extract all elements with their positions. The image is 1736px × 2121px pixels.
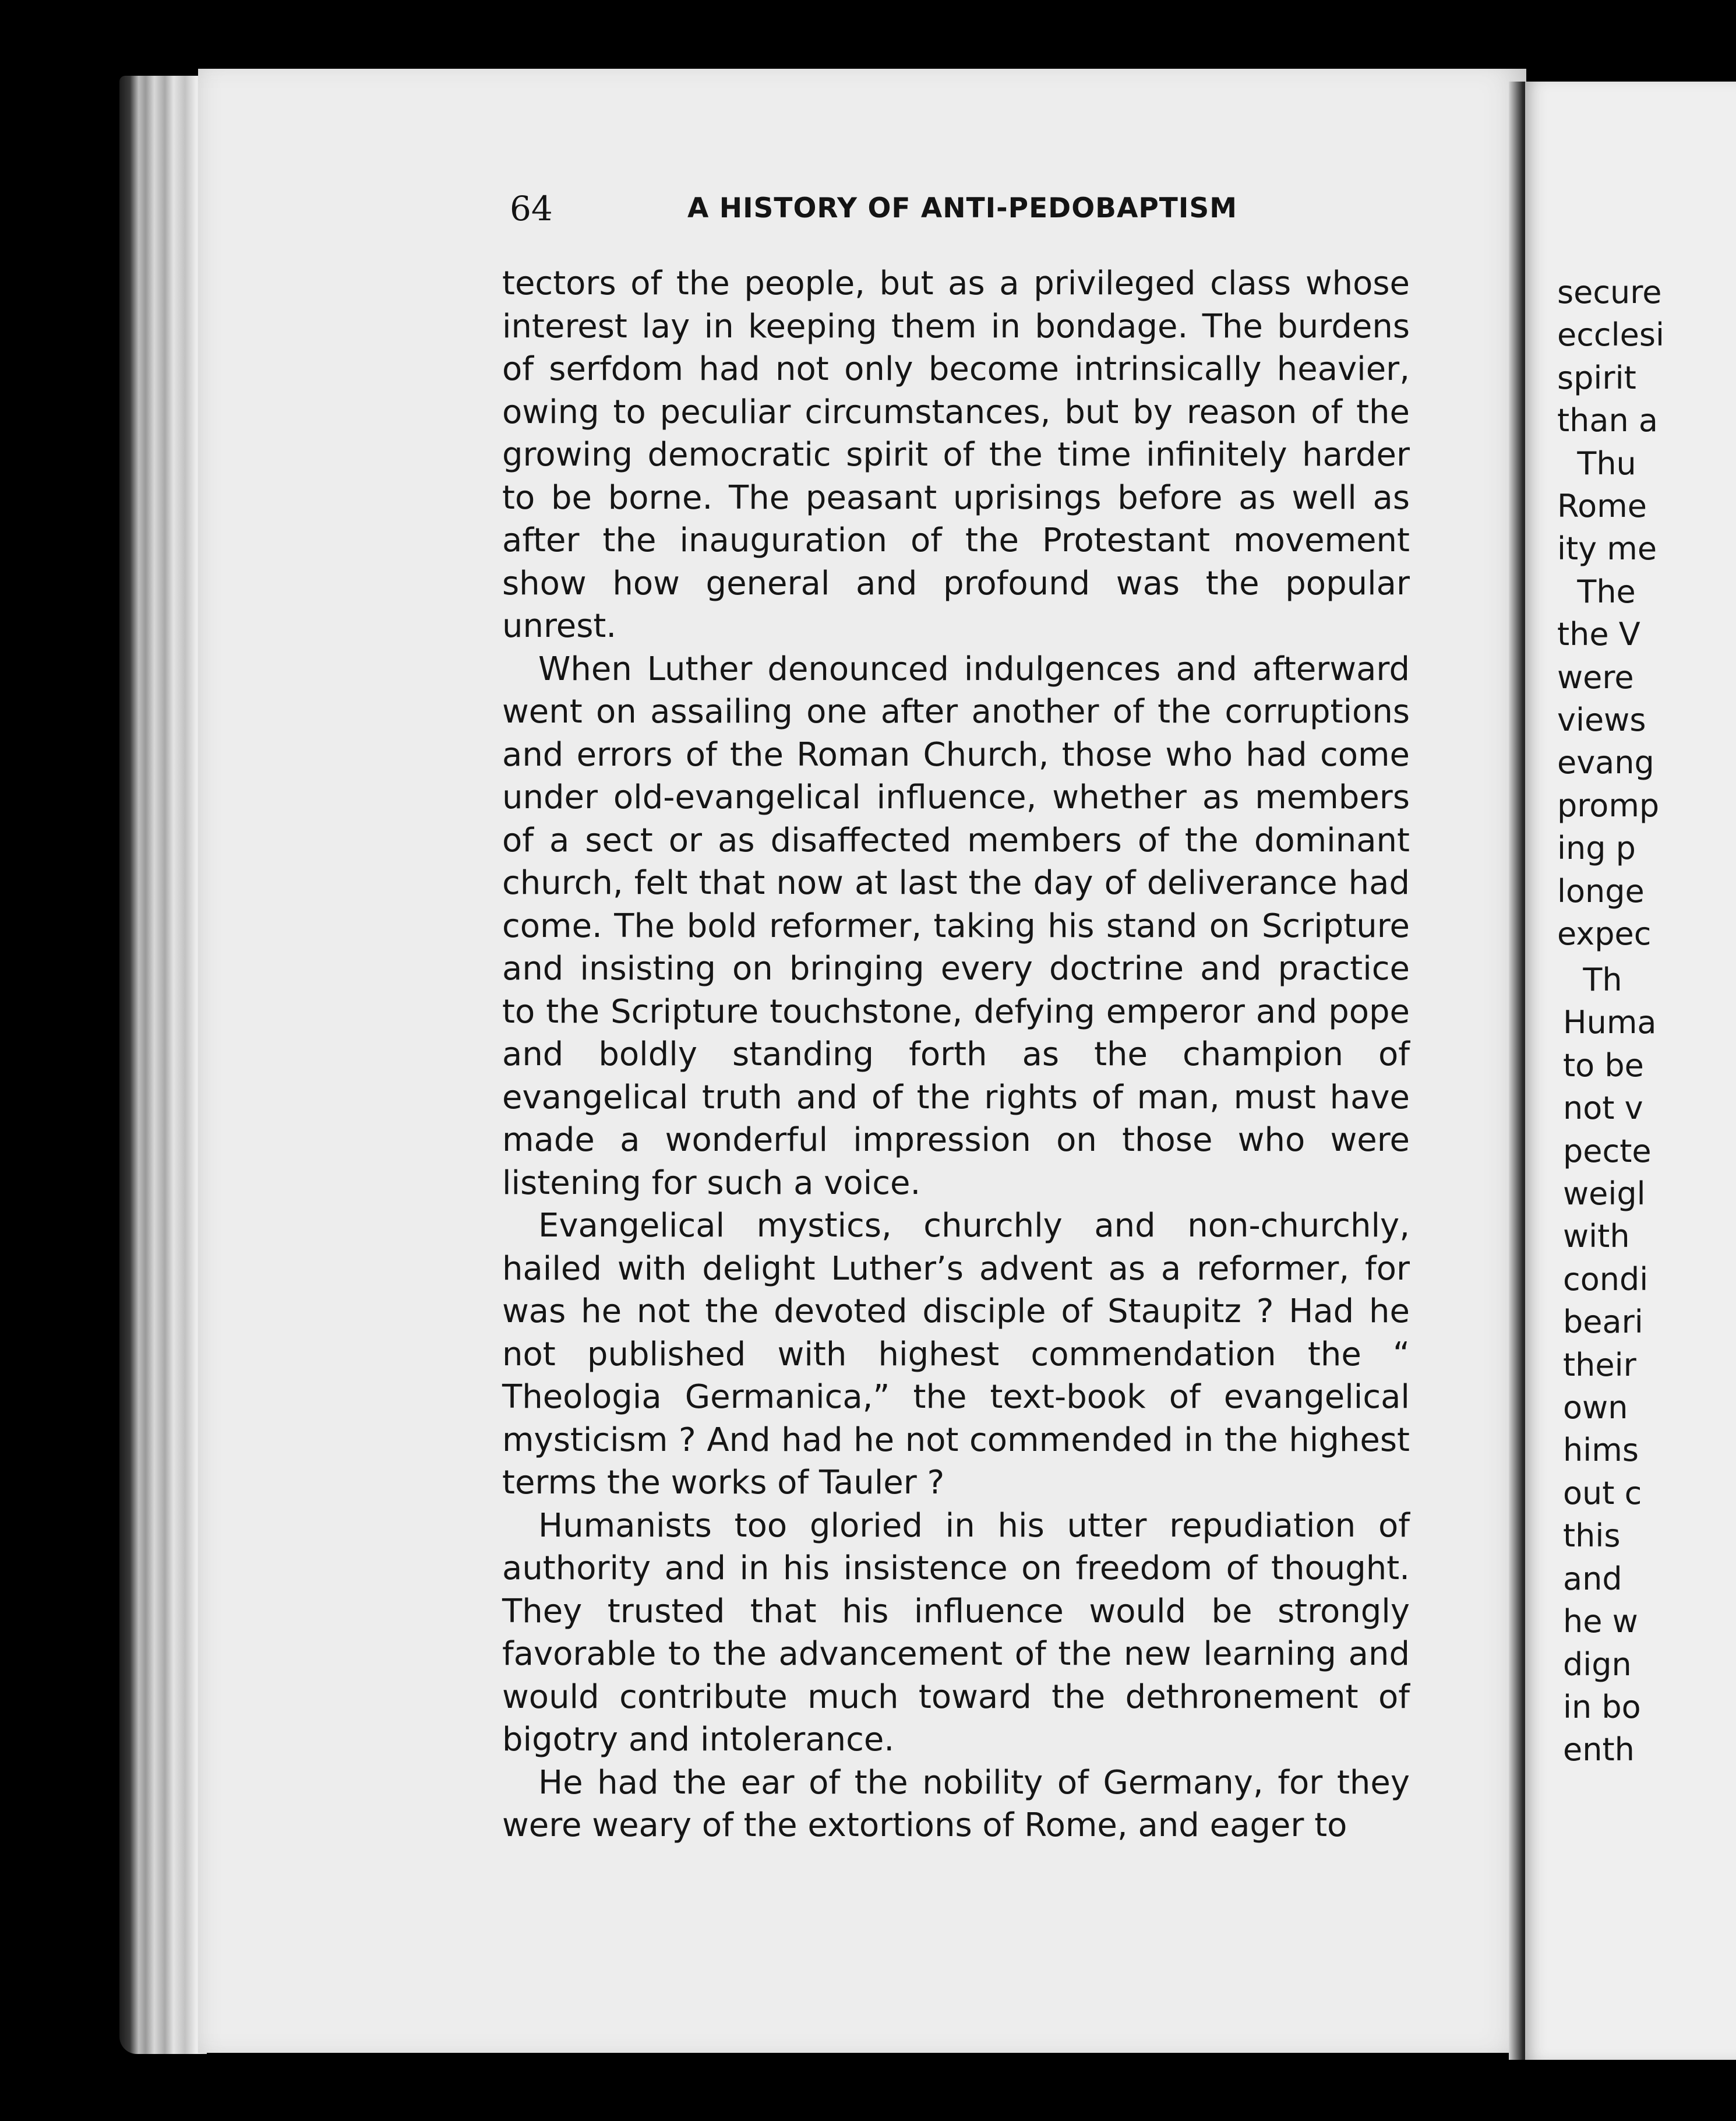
right-page-line: in bo (1563, 1688, 1641, 1725)
right-page-line: dign (1563, 1646, 1632, 1683)
right-page-line: ecclesi (1557, 316, 1664, 354)
paragraph: Humanists too gloried in his utter repudiation of authority and in his insistence on freedom of thought. They trusted that his influence would be strongly favorable to the advancement of the new learning and would contribute much toward the dethronement of bigotry and intolerance. (502, 1506, 1410, 1759)
running-title: A HISTORY OF ANTI-PEDOBAPTISM (687, 192, 1237, 224)
right-page-line: than a (1557, 402, 1658, 439)
page-header (510, 185, 1238, 232)
right-page-line: to be (1563, 1047, 1644, 1084)
right-page-line: weigl (1563, 1175, 1646, 1213)
right-page-line: promp (1557, 787, 1660, 824)
right-page-line: hims (1563, 1432, 1639, 1469)
right-page-line: beari (1563, 1303, 1643, 1341)
right-page-line: condi (1563, 1260, 1649, 1298)
right-page-line: longe (1557, 872, 1645, 910)
right-page-line: evang (1557, 744, 1654, 781)
right-page-line: Rome (1557, 488, 1647, 525)
right-page-line: out c (1563, 1474, 1642, 1512)
right-page-line: this (1563, 1517, 1621, 1555)
right-page-upper-lines (1557, 271, 1736, 956)
right-page-line: Thu (1557, 445, 1636, 482)
right-page (1525, 82, 1736, 2060)
right-page-line: ity me (1557, 530, 1657, 568)
right-page-line: ing p (1557, 830, 1636, 867)
right-page-lower-lines (1563, 959, 1736, 1771)
right-page-line: the V (1557, 616, 1640, 653)
right-page-line: with (1563, 1218, 1630, 1255)
page-number: 64 (510, 189, 553, 228)
right-page-line: their (1563, 1346, 1636, 1383)
right-page-line: views (1557, 702, 1646, 739)
right-page-line: were (1557, 658, 1634, 696)
paragraph: tectors of the people, but as a privileged class whose interest lay in keeping them in bondage. The burdens of serfdom had not only become intrinsically heavier, owing to peculiar circumstances, but by reason of the growing democratic spirit of the time infinitely harder to be borne. The peasant uprisings before as well as after the inauguration of the Protestant movement show how general and profound was the popular unrest. (502, 265, 1410, 645)
right-page-line: secure (1557, 274, 1662, 311)
book-page-edges (119, 76, 207, 2054)
right-page-line: spirit (1557, 359, 1636, 396)
right-page-line: expec (1557, 915, 1652, 953)
right-page-line: he w (1563, 1603, 1638, 1640)
right-page-line: pecte (1563, 1132, 1652, 1169)
right-page-line: enth (1563, 1731, 1635, 1768)
paragraph: When Luther denounced indulgences and afterward went on assailing one after another of the corruptions and errors of the Roman Church, those who had come under old-evangelical influence, whether as members of a sect or as disaffected members of the dominant church, felt that now at last the day of deliverance had come. The bold reformer, taking his stand on Scripture and insisting on bringing every doctrine and practice to the Scripture touchstone, defying emperor and pope and boldly standing forth as the champion of evangelical truth and of the rights of man, must have made a wonderful impression on those who were listening for such a voice. (502, 650, 1410, 1202)
right-page-line: and (1563, 1560, 1622, 1597)
paragraph: He had the ear of the nobility of Germany, for they were weary of the extortions of Rome, and eager to (502, 1763, 1410, 1844)
right-page-line: own (1563, 1389, 1628, 1426)
right-page-line: The (1557, 573, 1636, 610)
paragraph: Evangelical mystics, churchly and non-churchly, hailed with delight Luther’s advent as a reformer, for was he not the devoted disciple of Staupitz ? Had he not published with highest commendation the “ Theologia Germanica,” the text-book of evangelical mysticism ? And had he not commended in the highest terms the works of Tauler ? (502, 1207, 1410, 1502)
right-page-line: Huma (1563, 1004, 1657, 1041)
page-body (502, 262, 1410, 1847)
right-page-line: Th (1563, 961, 1622, 998)
right-page-line: not v (1563, 1090, 1643, 1127)
